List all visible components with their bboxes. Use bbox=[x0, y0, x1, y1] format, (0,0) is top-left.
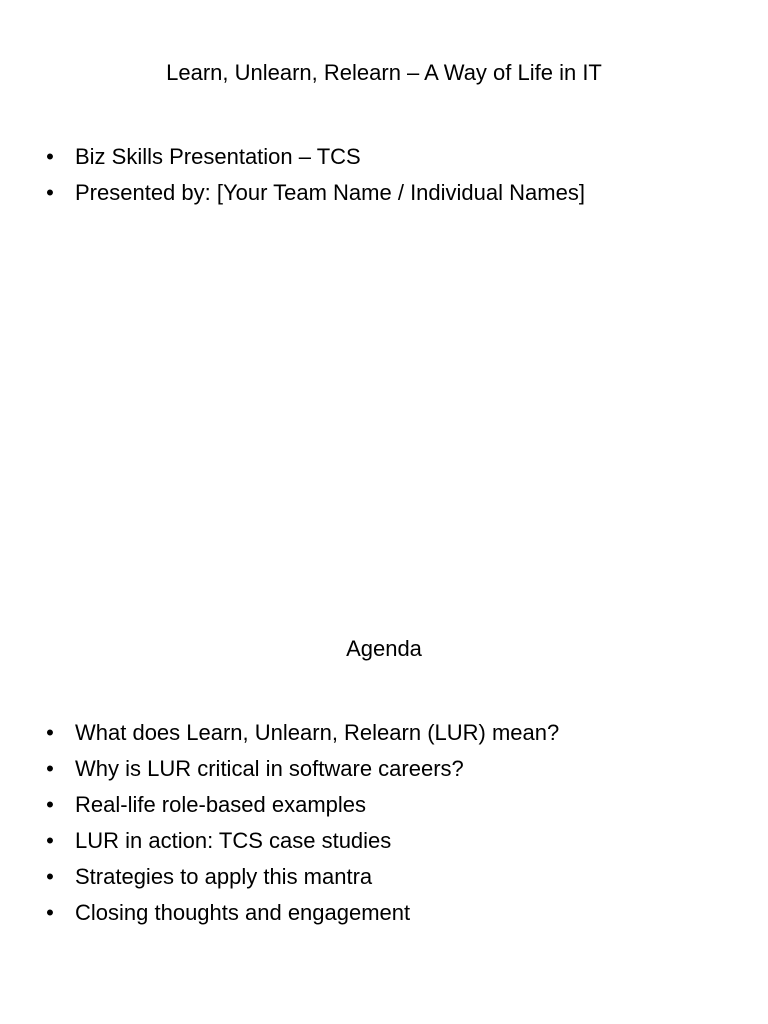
bullet-list bbox=[44, 715, 559, 931]
slide-title: Learn, Unlearn, Relearn – A Way of Life in IT bbox=[166, 60, 602, 85]
bullet-text: Strategies to apply this mantra bbox=[75, 864, 373, 889]
slide-agenda bbox=[0, 576, 768, 1024]
bullet-icon: • bbox=[46, 864, 54, 889]
list-item bbox=[44, 139, 585, 175]
bullet-icon: • bbox=[46, 720, 54, 745]
list-item bbox=[44, 715, 559, 751]
bullet-text: Real-life role-based examples bbox=[75, 792, 367, 817]
bullet-text: Presented by: [Your Team Name / Individual Names] bbox=[75, 180, 585, 205]
list-item bbox=[44, 751, 559, 787]
list-item bbox=[44, 787, 559, 823]
bullet-list bbox=[44, 139, 585, 211]
bullet-text: Closing thoughts and engagement bbox=[75, 900, 411, 925]
bullet-icon: • bbox=[46, 180, 54, 205]
bullet-icon: • bbox=[46, 900, 54, 925]
bullet-text: Why is LUR critical in software careers? bbox=[75, 756, 464, 781]
bullet-icon: • bbox=[46, 756, 54, 781]
bullet-text: What does Learn, Unlearn, Relearn (LUR) mean? bbox=[75, 720, 560, 745]
slide-title: Agenda bbox=[346, 636, 422, 661]
list-item bbox=[44, 895, 559, 931]
bullet-text: Biz Skills Presentation – TCS bbox=[75, 144, 361, 169]
list-item bbox=[44, 175, 585, 211]
bullet-icon: • bbox=[46, 828, 54, 853]
bullet-text: LUR in action: TCS case studies bbox=[75, 828, 392, 853]
bullet-icon: • bbox=[46, 792, 54, 817]
list-item bbox=[44, 823, 559, 859]
list-item bbox=[44, 859, 559, 895]
bullet-icon: • bbox=[46, 144, 54, 169]
